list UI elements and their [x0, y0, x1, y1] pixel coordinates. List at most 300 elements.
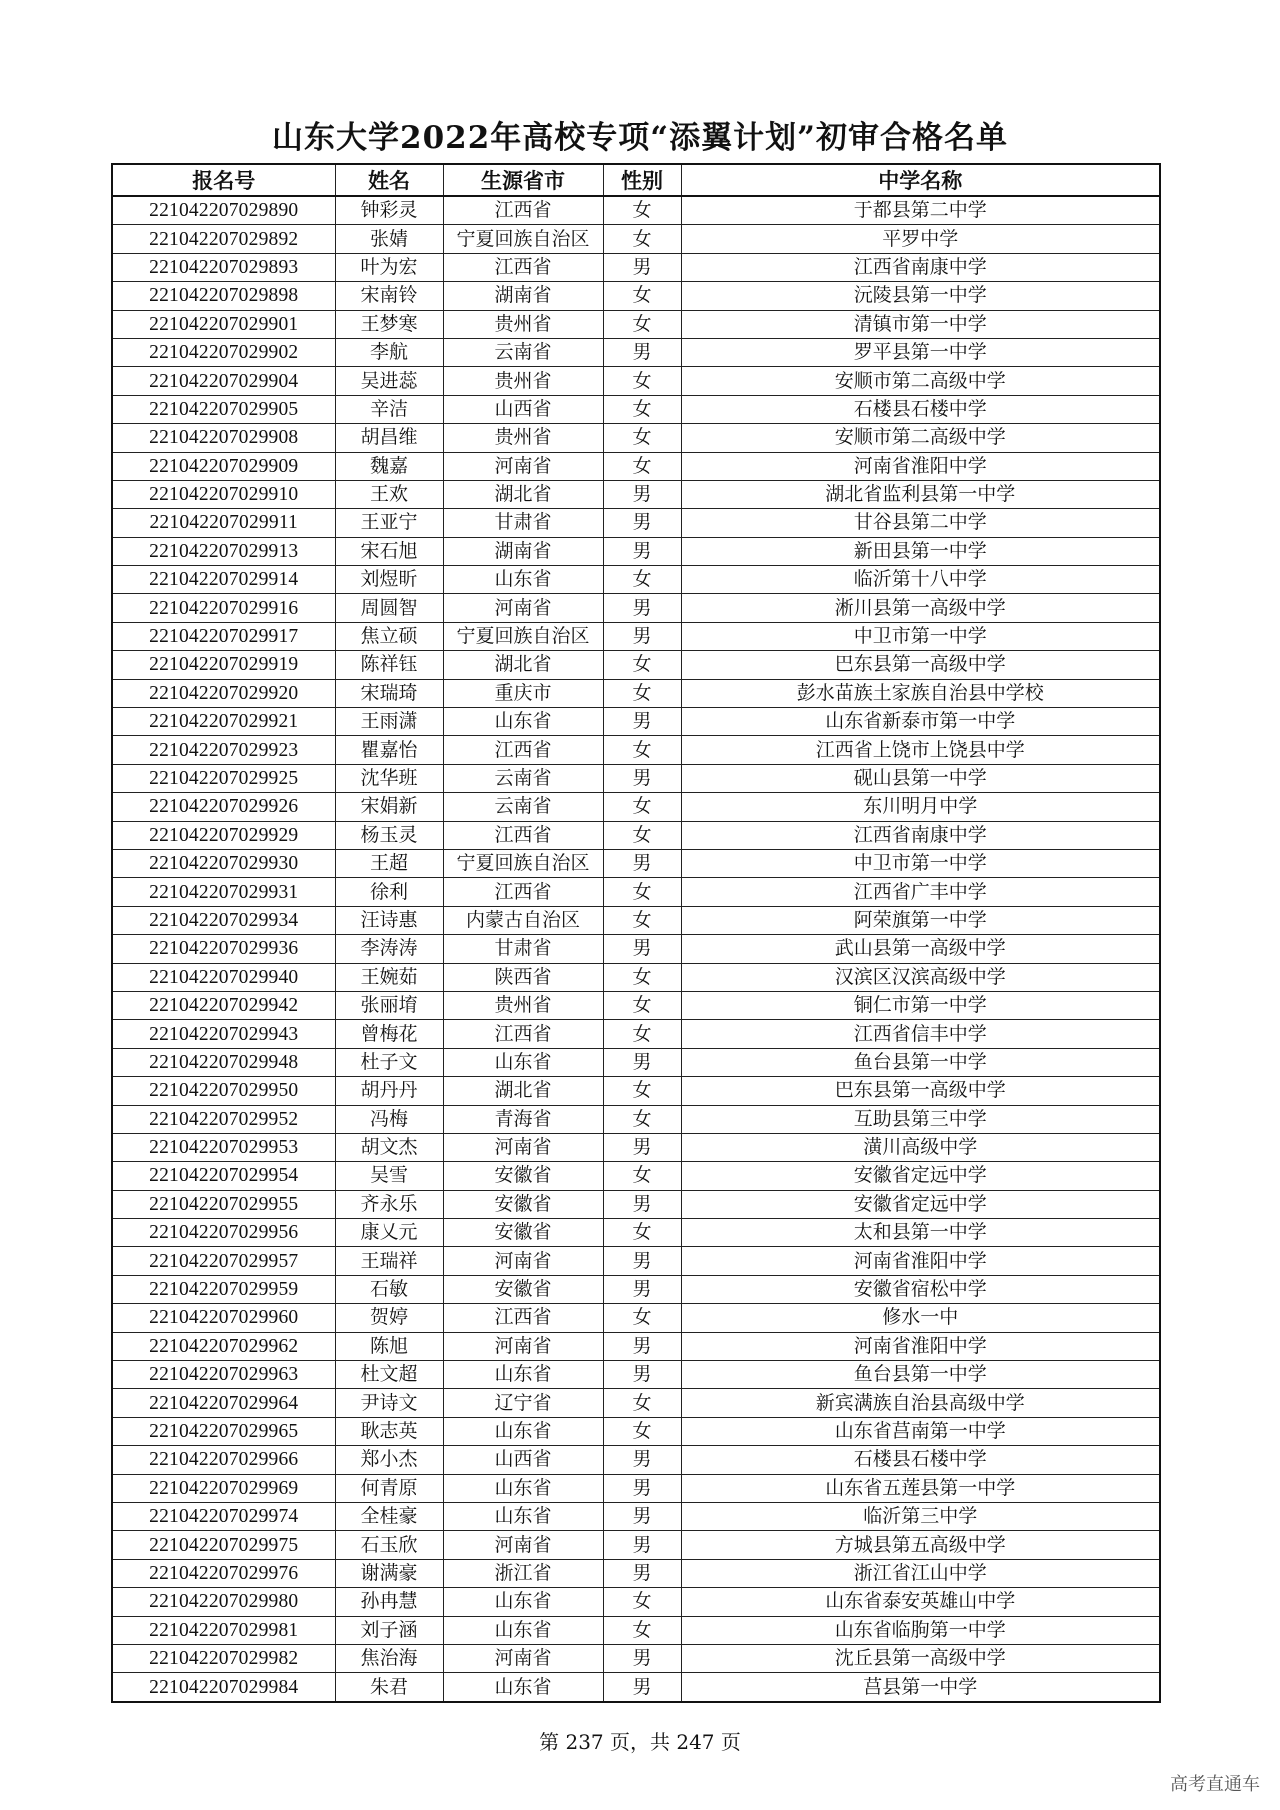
name-cell: 石敏: [335, 1275, 443, 1303]
registration-no-cell: 221042207029934: [112, 906, 335, 934]
school-cell: 罗平县第一中学: [681, 338, 1160, 366]
province-cell: 宁夏回族自治区: [443, 225, 603, 253]
province-cell: 内蒙古自治区: [443, 906, 603, 934]
school-cell: 河南省淮阳中学: [681, 1247, 1160, 1275]
name-cell: 胡丹丹: [335, 1077, 443, 1105]
school-cell: 铜仁市第一中学: [681, 991, 1160, 1019]
table-row: [112, 594, 1160, 622]
gender-cell: 女: [603, 1105, 681, 1133]
registration-no-cell: 221042207029940: [112, 963, 335, 991]
province-cell: 江西省: [443, 736, 603, 764]
gender-cell: 男: [603, 622, 681, 650]
province-cell: 山东省: [443, 708, 603, 736]
school-cell: 山东省临朐第一中学: [681, 1616, 1160, 1644]
name-cell: 齐永乐: [335, 1190, 443, 1218]
school-cell: 彭水苗族土家族自治县中学校: [681, 679, 1160, 707]
table-row: [112, 225, 1160, 253]
school-cell: 安徽省宿松中学: [681, 1275, 1160, 1303]
gender-cell: 女: [603, 1162, 681, 1190]
school-cell: 平罗中学: [681, 225, 1160, 253]
province-cell: 贵州省: [443, 991, 603, 1019]
name-cell: 沈华班: [335, 764, 443, 792]
table-row: [112, 1446, 1160, 1474]
province-cell: 河南省: [443, 1133, 603, 1161]
name-cell: 陈祥钰: [335, 651, 443, 679]
table-row: [112, 566, 1160, 594]
school-cell: 鱼台县第一中学: [681, 1361, 1160, 1389]
name-cell: 刘子涵: [335, 1616, 443, 1644]
school-cell: 山东省莒南第一中学: [681, 1417, 1160, 1445]
registration-no-cell: 221042207029893: [112, 253, 335, 281]
school-cell: 临沂第十八中学: [681, 566, 1160, 594]
table-row: [112, 1361, 1160, 1389]
name-cell: 曾梅花: [335, 1020, 443, 1048]
province-cell: 湖南省: [443, 537, 603, 565]
province-cell: 宁夏回族自治区: [443, 849, 603, 877]
table-row: [112, 509, 1160, 537]
school-cell: 潢川高级中学: [681, 1133, 1160, 1161]
name-cell: 周圆智: [335, 594, 443, 622]
school-cell: 淅川县第一高级中学: [681, 594, 1160, 622]
table-row: [112, 793, 1160, 821]
school-cell: 江西省南康中学: [681, 821, 1160, 849]
table-row: [112, 1588, 1160, 1616]
school-cell: 沅陵县第一中学: [681, 282, 1160, 310]
table-row: [112, 1247, 1160, 1275]
registration-no-cell: 221042207029952: [112, 1105, 335, 1133]
school-cell: 武山县第一高级中学: [681, 935, 1160, 963]
school-cell: 太和县第一中学: [681, 1219, 1160, 1247]
table-row: [112, 1616, 1160, 1644]
name-cell: 叶为宏: [335, 253, 443, 281]
school-cell: 于都县第二中学: [681, 196, 1160, 225]
name-cell: 王瑞祥: [335, 1247, 443, 1275]
registration-no-cell: 221042207029943: [112, 1020, 335, 1048]
school-cell: 江西省信丰中学: [681, 1020, 1160, 1048]
name-cell: 魏嘉: [335, 452, 443, 480]
registration-no-cell: 221042207029969: [112, 1474, 335, 1502]
registration-no-cell: 221042207029963: [112, 1361, 335, 1389]
registration-no-cell: 221042207029926: [112, 793, 335, 821]
province-cell: 宁夏回族自治区: [443, 622, 603, 650]
registration-no-cell: 221042207029959: [112, 1275, 335, 1303]
name-cell: 王婉茹: [335, 963, 443, 991]
school-cell: 莒县第一中学: [681, 1673, 1160, 1702]
gender-cell: 女: [603, 878, 681, 906]
gender-cell: 男: [603, 480, 681, 508]
gender-cell: 男: [603, 594, 681, 622]
table-body: [112, 196, 1160, 1702]
school-cell: 安徽省定远中学: [681, 1190, 1160, 1218]
name-cell: 耿志英: [335, 1417, 443, 1445]
name-cell: 杨玉灵: [335, 821, 443, 849]
name-cell: 吴雪: [335, 1162, 443, 1190]
province-cell: 甘肃省: [443, 935, 603, 963]
gender-cell: 女: [603, 1219, 681, 1247]
registration-no-cell: 221042207029984: [112, 1673, 335, 1702]
name-cell: 王梦寒: [335, 310, 443, 338]
gender-cell: 女: [603, 196, 681, 225]
registration-no-cell: 221042207029962: [112, 1332, 335, 1360]
gender-cell: 女: [603, 367, 681, 395]
school-cell: 中卫市第一中学: [681, 849, 1160, 877]
column-header-registration-no: 报名号: [112, 164, 335, 196]
school-cell: 江西省上饶市上饶县中学: [681, 736, 1160, 764]
column-header-school: 中学名称: [681, 164, 1160, 196]
table-header-row: [112, 164, 1160, 196]
table-row: [112, 1417, 1160, 1445]
province-cell: 山东省: [443, 1588, 603, 1616]
school-cell: 巴东县第一高级中学: [681, 651, 1160, 679]
school-cell: 石楼县石楼中学: [681, 395, 1160, 423]
table-row: [112, 878, 1160, 906]
admission-list-table: [111, 163, 1161, 1703]
name-cell: 李涛涛: [335, 935, 443, 963]
province-cell: 安徽省: [443, 1275, 603, 1303]
province-cell: 江西省: [443, 1020, 603, 1048]
registration-no-cell: 221042207029916: [112, 594, 335, 622]
registration-no-cell: 221042207029980: [112, 1588, 335, 1616]
registration-no-cell: 221042207029950: [112, 1077, 335, 1105]
school-cell: 安顺市第二高级中学: [681, 424, 1160, 452]
province-cell: 湖南省: [443, 282, 603, 310]
school-cell: 安徽省定远中学: [681, 1162, 1160, 1190]
gender-cell: 男: [603, 935, 681, 963]
name-cell: 瞿嘉怡: [335, 736, 443, 764]
table-row: [112, 736, 1160, 764]
column-header-gender: 性别: [603, 164, 681, 196]
school-cell: 巴东县第一高级中学: [681, 1077, 1160, 1105]
column-header-province: 生源省市: [443, 164, 603, 196]
registration-no-cell: 221042207029982: [112, 1644, 335, 1672]
watermark: 高考直通车: [1170, 1774, 1260, 1795]
school-cell: 互助县第三中学: [681, 1105, 1160, 1133]
table-row: [112, 424, 1160, 452]
name-cell: 石玉欣: [335, 1531, 443, 1559]
registration-no-cell: 221042207029955: [112, 1190, 335, 1218]
school-cell: 砚山县第一中学: [681, 764, 1160, 792]
gender-cell: 女: [603, 310, 681, 338]
registration-no-cell: 221042207029910: [112, 480, 335, 508]
name-cell: 杜文超: [335, 1361, 443, 1389]
registration-no-cell: 221042207029925: [112, 764, 335, 792]
gender-cell: 男: [603, 1133, 681, 1161]
gender-cell: 男: [603, 1275, 681, 1303]
table-row: [112, 679, 1160, 707]
school-cell: 石楼县石楼中学: [681, 1446, 1160, 1474]
table-row: [112, 282, 1160, 310]
gender-cell: 男: [603, 1247, 681, 1275]
gender-cell: 男: [603, 338, 681, 366]
name-cell: 郑小杰: [335, 1446, 443, 1474]
province-cell: 安徽省: [443, 1162, 603, 1190]
table-row: [112, 1275, 1160, 1303]
school-cell: 修水一中: [681, 1304, 1160, 1332]
gender-cell: 女: [603, 1389, 681, 1417]
gender-cell: 男: [603, 1474, 681, 1502]
school-cell: 鱼台县第一中学: [681, 1048, 1160, 1076]
registration-no-cell: 221042207029929: [112, 821, 335, 849]
page-title: 山东大学2022年高校专项“添翼计划”初审合格名单: [272, 120, 1008, 156]
school-cell: 河南省淮阳中学: [681, 452, 1160, 480]
province-cell: 江西省: [443, 196, 603, 225]
school-cell: 山东省新泰市第一中学: [681, 708, 1160, 736]
registration-no-cell: 221042207029892: [112, 225, 335, 253]
school-cell: 沈丘县第一高级中学: [681, 1644, 1160, 1672]
gender-cell: 女: [603, 566, 681, 594]
name-cell: 康乂元: [335, 1219, 443, 1247]
gender-cell: 男: [603, 1332, 681, 1360]
gender-cell: 男: [603, 1644, 681, 1672]
table-row: [112, 1020, 1160, 1048]
province-cell: 云南省: [443, 338, 603, 366]
gender-cell: 男: [603, 708, 681, 736]
registration-no-cell: 221042207029974: [112, 1502, 335, 1530]
gender-cell: 男: [603, 537, 681, 565]
name-cell: 王超: [335, 849, 443, 877]
registration-no-cell: 221042207029919: [112, 651, 335, 679]
province-cell: 湖北省: [443, 651, 603, 679]
registration-no-cell: 221042207029908: [112, 424, 335, 452]
table-row: [112, 1133, 1160, 1161]
registration-no-cell: 221042207029902: [112, 338, 335, 366]
registration-no-cell: 221042207029923: [112, 736, 335, 764]
column-header-name: 姓名: [335, 164, 443, 196]
table-row: [112, 708, 1160, 736]
name-cell: 焦治海: [335, 1644, 443, 1672]
registration-no-cell: 221042207029909: [112, 452, 335, 480]
table-row: [112, 1673, 1160, 1702]
registration-no-cell: 221042207029964: [112, 1389, 335, 1417]
name-cell: 朱君: [335, 1673, 443, 1702]
province-cell: 湖北省: [443, 1077, 603, 1105]
gender-cell: 女: [603, 395, 681, 423]
gender-cell: 男: [603, 1048, 681, 1076]
table-row: [112, 821, 1160, 849]
school-cell: 阿荣旗第一中学: [681, 906, 1160, 934]
gender-cell: 男: [603, 764, 681, 792]
school-cell: 临沂第三中学: [681, 1502, 1160, 1530]
province-cell: 河南省: [443, 452, 603, 480]
registration-no-cell: 221042207029905: [112, 395, 335, 423]
name-cell: 焦立硕: [335, 622, 443, 650]
name-cell: 吴进蕊: [335, 367, 443, 395]
registration-no-cell: 221042207029936: [112, 935, 335, 963]
table-row: [112, 963, 1160, 991]
registration-no-cell: 221042207029948: [112, 1048, 335, 1076]
gender-cell: 男: [603, 1361, 681, 1389]
table-row: [112, 1219, 1160, 1247]
registration-no-cell: 221042207029956: [112, 1219, 335, 1247]
province-cell: 湖北省: [443, 480, 603, 508]
name-cell: 张丽堉: [335, 991, 443, 1019]
school-cell: 江西省南康中学: [681, 253, 1160, 281]
province-cell: 贵州省: [443, 310, 603, 338]
school-cell: 中卫市第一中学: [681, 622, 1160, 650]
gender-cell: 女: [603, 225, 681, 253]
name-cell: 冯梅: [335, 1105, 443, 1133]
name-cell: 胡昌维: [335, 424, 443, 452]
name-cell: 宋南铃: [335, 282, 443, 310]
province-cell: 山东省: [443, 1673, 603, 1702]
province-cell: 辽宁省: [443, 1389, 603, 1417]
table-row: [112, 1389, 1160, 1417]
name-cell: 刘煜昕: [335, 566, 443, 594]
name-cell: 李航: [335, 338, 443, 366]
province-cell: 江西省: [443, 1304, 603, 1332]
name-cell: 王亚宁: [335, 509, 443, 537]
table-row: [112, 1190, 1160, 1218]
name-cell: 杜子文: [335, 1048, 443, 1076]
table-row: [112, 537, 1160, 565]
name-cell: 宋瑞琦: [335, 679, 443, 707]
gender-cell: 女: [603, 963, 681, 991]
registration-no-cell: 221042207029942: [112, 991, 335, 1019]
gender-cell: 女: [603, 793, 681, 821]
table-row: [112, 1162, 1160, 1190]
gender-cell: 女: [603, 424, 681, 452]
table-row: [112, 367, 1160, 395]
school-cell: 清镇市第一中学: [681, 310, 1160, 338]
gender-cell: 女: [603, 1077, 681, 1105]
table-row: [112, 452, 1160, 480]
province-cell: 河南省: [443, 594, 603, 622]
table-row: [112, 1502, 1160, 1530]
province-cell: 贵州省: [443, 424, 603, 452]
table-row: [112, 849, 1160, 877]
table-row: [112, 991, 1160, 1019]
gender-cell: 男: [603, 1502, 681, 1530]
name-cell: 谢满豪: [335, 1559, 443, 1587]
province-cell: 山东省: [443, 1361, 603, 1389]
province-cell: 河南省: [443, 1247, 603, 1275]
name-cell: 汪诗惠: [335, 906, 443, 934]
name-cell: 全桂豪: [335, 1502, 443, 1530]
name-cell: 贺婷: [335, 1304, 443, 1332]
province-cell: 云南省: [443, 793, 603, 821]
province-cell: 重庆市: [443, 679, 603, 707]
table-row: [112, 1531, 1160, 1559]
school-cell: 山东省五莲县第一中学: [681, 1474, 1160, 1502]
table-row: [112, 906, 1160, 934]
table-row: [112, 764, 1160, 792]
table-row: [112, 1559, 1160, 1587]
registration-no-cell: 221042207029976: [112, 1559, 335, 1587]
registration-no-cell: 221042207029981: [112, 1616, 335, 1644]
page-number: 第 237 页，共 247 页: [539, 1730, 741, 1754]
school-cell: 甘谷县第二中学: [681, 509, 1160, 537]
gender-cell: 女: [603, 651, 681, 679]
gender-cell: 女: [603, 679, 681, 707]
gender-cell: 女: [603, 736, 681, 764]
gender-cell: 女: [603, 1304, 681, 1332]
registration-no-cell: 221042207029931: [112, 878, 335, 906]
province-cell: 江西省: [443, 253, 603, 281]
province-cell: 陕西省: [443, 963, 603, 991]
name-cell: 何青原: [335, 1474, 443, 1502]
table-row: [112, 1048, 1160, 1076]
province-cell: 山东省: [443, 1616, 603, 1644]
table-row: [112, 1644, 1160, 1672]
registration-no-cell: 221042207029960: [112, 1304, 335, 1332]
registration-no-cell: 221042207029917: [112, 622, 335, 650]
table-row: [112, 1077, 1160, 1105]
table-row: [112, 338, 1160, 366]
table-row: [112, 651, 1160, 679]
school-cell: 河南省淮阳中学: [681, 1332, 1160, 1360]
registration-no-cell: 221042207029966: [112, 1446, 335, 1474]
registration-no-cell: 221042207029921: [112, 708, 335, 736]
province-cell: 安徽省: [443, 1219, 603, 1247]
school-cell: 新宾满族自治县高级中学: [681, 1389, 1160, 1417]
registration-no-cell: 221042207029913: [112, 537, 335, 565]
registration-no-cell: 221042207029901: [112, 310, 335, 338]
gender-cell: 女: [603, 906, 681, 934]
name-cell: 胡文杰: [335, 1133, 443, 1161]
gender-cell: 女: [603, 452, 681, 480]
gender-cell: 女: [603, 1588, 681, 1616]
gender-cell: 男: [603, 1673, 681, 1702]
gender-cell: 女: [603, 1616, 681, 1644]
name-cell: 张婧: [335, 225, 443, 253]
gender-cell: 男: [603, 1446, 681, 1474]
school-cell: 浙江省江山中学: [681, 1559, 1160, 1587]
province-cell: 青海省: [443, 1105, 603, 1133]
registration-no-cell: 221042207029965: [112, 1417, 335, 1445]
gender-cell: 男: [603, 1190, 681, 1218]
registration-no-cell: 221042207029975: [112, 1531, 335, 1559]
name-cell: 徐利: [335, 878, 443, 906]
province-cell: 山西省: [443, 1446, 603, 1474]
table-row: [112, 196, 1160, 225]
province-cell: 河南省: [443, 1332, 603, 1360]
province-cell: 河南省: [443, 1644, 603, 1672]
table-row: [112, 395, 1160, 423]
province-cell: 安徽省: [443, 1190, 603, 1218]
registration-no-cell: 221042207029911: [112, 509, 335, 537]
name-cell: 王雨潇: [335, 708, 443, 736]
table-row: [112, 1105, 1160, 1133]
province-cell: 山西省: [443, 395, 603, 423]
gender-cell: 男: [603, 509, 681, 537]
gender-cell: 男: [603, 1531, 681, 1559]
gender-cell: 女: [603, 1417, 681, 1445]
province-cell: 江西省: [443, 878, 603, 906]
school-cell: 新田县第一中学: [681, 537, 1160, 565]
name-cell: 尹诗文: [335, 1389, 443, 1417]
province-cell: 河南省: [443, 1531, 603, 1559]
name-cell: 钟彩灵: [335, 196, 443, 225]
table-row: [112, 1304, 1160, 1332]
province-cell: 江西省: [443, 821, 603, 849]
name-cell: 宋石旭: [335, 537, 443, 565]
table-row: [112, 480, 1160, 508]
table-row: [112, 253, 1160, 281]
province-cell: 山东省: [443, 1502, 603, 1530]
province-cell: 云南省: [443, 764, 603, 792]
name-cell: 孙冉慧: [335, 1588, 443, 1616]
school-cell: 方城县第五高级中学: [681, 1531, 1160, 1559]
gender-cell: 女: [603, 1020, 681, 1048]
table-row: [112, 935, 1160, 963]
gender-cell: 女: [603, 282, 681, 310]
name-cell: 辛洁: [335, 395, 443, 423]
registration-no-cell: 221042207029954: [112, 1162, 335, 1190]
province-cell: 山东省: [443, 1474, 603, 1502]
table-row: [112, 1474, 1160, 1502]
registration-no-cell: 221042207029890: [112, 196, 335, 225]
table-row: [112, 1332, 1160, 1360]
